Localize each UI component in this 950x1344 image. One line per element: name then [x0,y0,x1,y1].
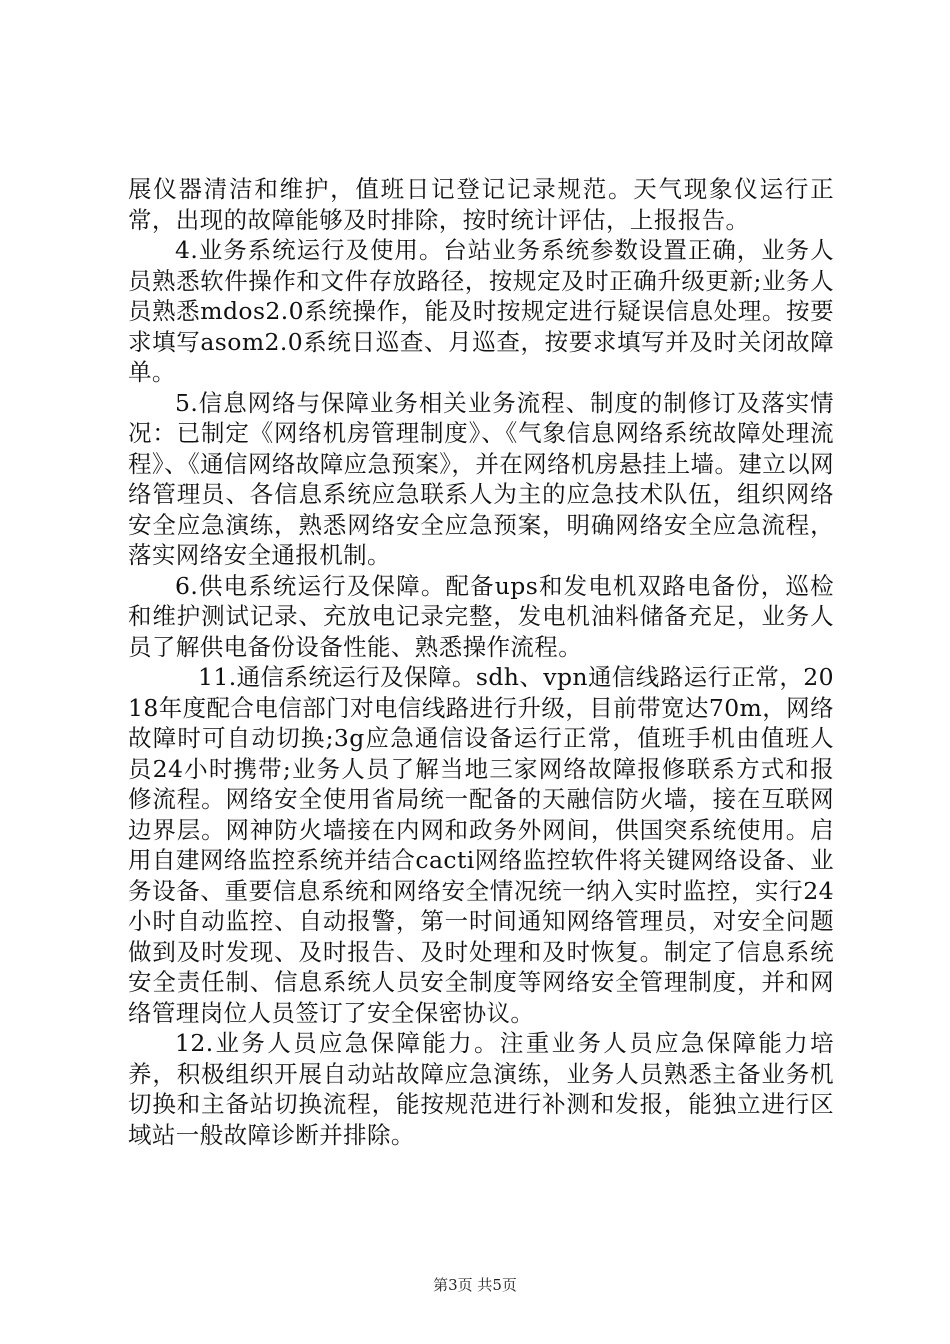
paragraph-business-system: 4.业务系统运行及使用。台站业务系统参数设置正确，业务人员熟悉软件操作和文件存放路径，按规定及时正确升级更新;业务人员熟悉mdos2.0系统操作，能及时按规定进行疑误信息处理。按要求填写asom2.0系统日巡查、月巡查，按要求填写并及时关闭故障单。 [128,236,834,386]
page-footer: 第3页 共5页 [433,1276,517,1294]
paragraph-power-supply: 6.供电系统运行及保障。配备ups和发电机双路电备份，巡检和维护测试记录、充放电记录完整，发电机油料储备充足，业务人员了解供电备份设备性能、熟悉操作流程。 [128,571,834,661]
document-body [128,174,834,1150]
paragraph-network-procedures: 5.信息网络与保障业务相关业务流程、制度的制修订及落实情况：已制定《网络机房管理制度》、《气象信息网络系统故障处理流程》、《通信网络故障应急预案》，并在网络机房悬挂上墙。建立以网络管理员、各信息系统应急联系人为主的应急技术队伍，组织网络安全应急演练，熟悉网络安全应急预案，明确网络安全应急流程，落实网络安全通报机制。 [128,388,834,569]
paragraph-equipment-maintenance: 展仪器清洁和维护，值班日记登记记录规范。天气现象仪运行正常，出现的故障能够及时排除，按时统计评估，上报报告。 [128,175,834,234]
paragraph-emergency-capability: 12.业务人员应急保障能力。注重业务人员应急保障能力培养，积极组织开展自动站故障应急演练，业务人员熟悉主备业务机切换和主备站切换流程，能按规范进行补测和发报，能独立进行区域站一般故障诊断并排除。 [128,1029,834,1149]
paragraph-communication-system: 11.通信系统运行及保障。sdh、vpn通信线路运行正常，2018年度配合电信部门对电信线路进行升级，目前带宽达70m，网络故障时可自动切换;3g应急通信设备运行正常，值班手机由值班人员24小时携带;业务人员了解当地三家网络故障报修联系方式和报修流程。网络安全使用省局统一配备的天融信防火墙，接在互联网边界层。网神防火墙接在内网和政务外网间，供国突系统使用。启用自建网络监控系统并结合cacti网络监控软件将关键网络设备、业务设备、重要信息系统和网络安全情况统一纳入实时监控，实行24小时自动监控、自动报警，第一时间通知网络管理员，对安全问题做到及时发现、及时报告、及时处理和及时恢复。制定了信息系统安全责任制、信息系统人员安全制度等网络安全管理制度，并和网络管理岗位人员签订了安全保密协议。 [128,663,834,1027]
